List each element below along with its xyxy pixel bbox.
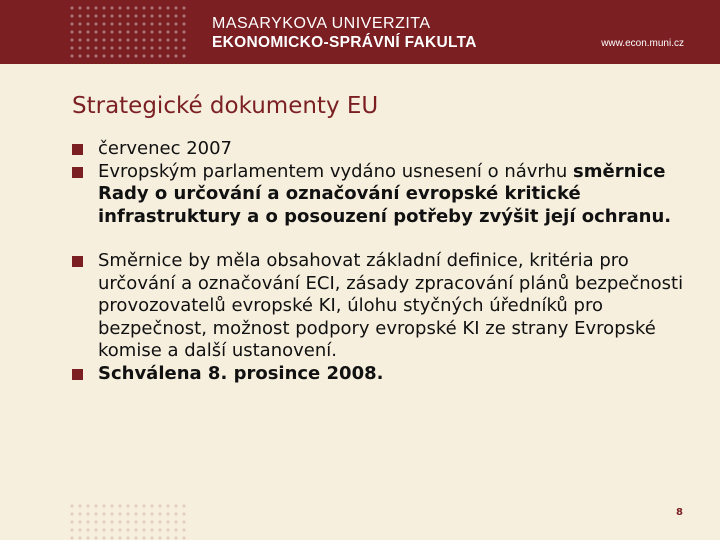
bullet-text: Směrnice by měla obsahovat základní definice, kritéria pro určování a označování ECI, zásady zpracování plánů bezpečnosti provozovatelů evropské KI, úlohu styčných úředníků pro bezpečnost, možnost podpory evropské KI ze strany Evropské komise a další ustanovení. xyxy=(98,250,684,361)
header-bar xyxy=(0,0,720,64)
bullet-square-icon xyxy=(72,369,83,380)
university-name: MASARYKOVA UNIVERZITA xyxy=(212,15,431,32)
website-url[interactable]: www.econ.muni.cz xyxy=(601,38,684,49)
bullet-square-icon xyxy=(72,167,83,178)
bullet-text: Evropským parlamentem vydáno usnesení o návrhu xyxy=(98,160,574,182)
slide-title: Strategické dokumenty EU xyxy=(72,93,379,119)
bullet-item-date xyxy=(72,138,697,161)
bullet-item-approval xyxy=(72,363,697,386)
bullet-square-icon xyxy=(72,144,83,155)
dot-pattern-decoration xyxy=(68,502,190,540)
bullet-square-icon xyxy=(72,256,83,267)
bullet-bold-text: Schválena 8. prosince 2008. xyxy=(98,362,384,384)
bullet-list xyxy=(72,138,697,385)
bullet-bold-text: směrnice Rady o určování a označování evropské kritické infrastruktury a o posouzení potřeby zvýšit její ochranu. xyxy=(98,160,672,227)
page-number: 8 xyxy=(676,507,683,518)
bullet-item-resolution xyxy=(72,161,697,229)
dot-pattern-logo xyxy=(68,4,190,62)
faculty-name: EKONOMICKO-SPRÁVNÍ FAKULTA xyxy=(212,34,477,51)
bullet-text: červenec 2007 xyxy=(98,138,233,159)
bullet-item-directive-content xyxy=(72,250,697,363)
